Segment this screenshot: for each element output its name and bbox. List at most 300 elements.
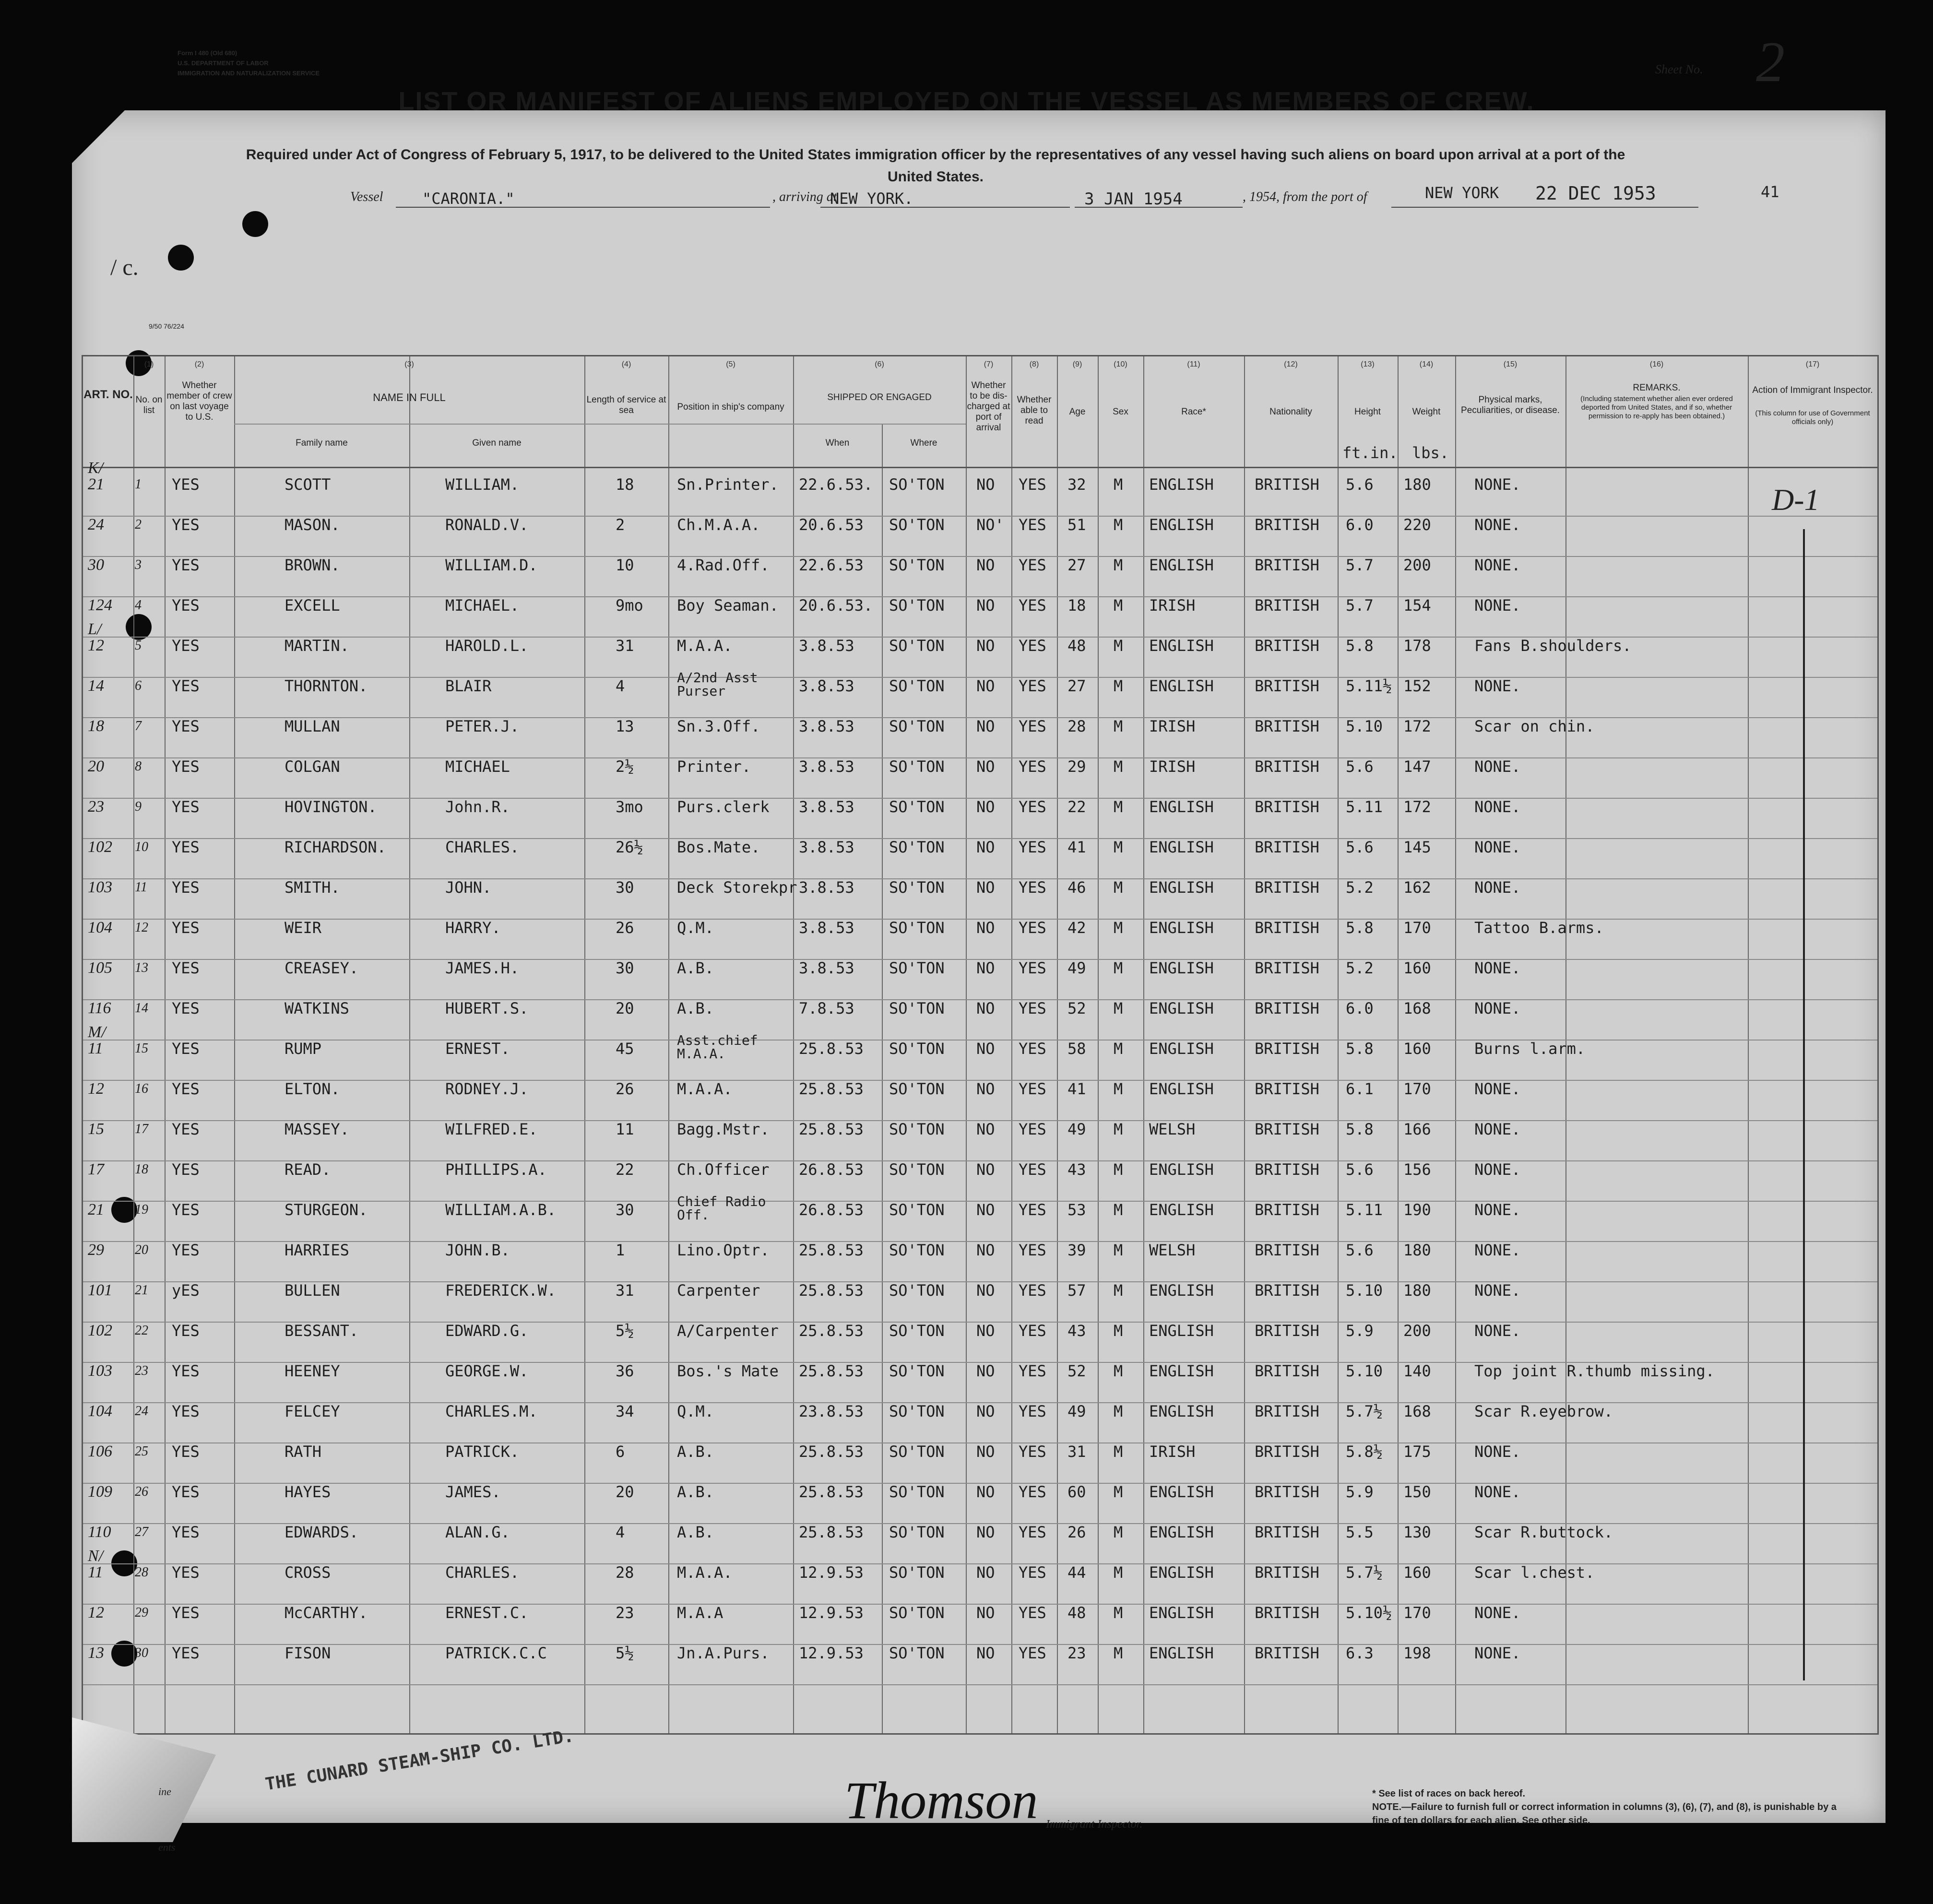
cell-read: YES (1019, 1080, 1046, 1098)
table-row (83, 1242, 1877, 1282)
cell-disch: NO (976, 677, 995, 695)
cell-nat: BRITISH (1255, 999, 1319, 1017)
cell-where: SO'TON (889, 798, 945, 816)
cell-race: ENGLISH (1149, 878, 1214, 897)
cell-art: 23 (88, 798, 104, 816)
table-row (83, 718, 1877, 758)
cell-read: YES (1019, 1604, 1046, 1622)
header-crew-last-voyage: Whether member of crew on last voyage to U.S. (166, 380, 232, 422)
cell-given: ALAN.G. (445, 1523, 510, 1541)
cell-when: 20.6.53. (799, 596, 873, 615)
cell-height: 5.2 (1346, 878, 1374, 897)
cell-given: JAMES. (445, 1483, 501, 1501)
page-subtitle: Required under Act of Congress of February 5, 1917, to be delivered to the United States immigration officer by the representatives of any vessel having such aliens on board upon arrival at a port of the United States. (246, 147, 1625, 185)
cell-nat: BRITISH (1255, 878, 1319, 897)
cell-marks: Scar R.eyebrow. (1474, 1402, 1613, 1420)
cell-read: YES (1019, 1040, 1046, 1058)
cell-race: ENGLISH (1149, 1080, 1214, 1098)
cell-race: IRISH (1149, 596, 1196, 615)
cell-service: 20 (616, 999, 634, 1017)
cell-marks: NONE. (1474, 838, 1521, 856)
cell-service: 30 (616, 1201, 634, 1219)
cell-disch: NO' (976, 516, 1004, 534)
cell-sex: M (1114, 878, 1123, 897)
form-number: Form I 480 (Old 680) (178, 49, 237, 57)
cell-marks: NONE. (1474, 1281, 1521, 1300)
cell-height: 5.6 (1346, 838, 1374, 856)
cell-where: SO'TON (889, 1080, 945, 1098)
footnote (1372, 1787, 1852, 1827)
cell-given: PATRICK.C.C (445, 1644, 547, 1662)
cell-weight: 170 (1403, 1604, 1431, 1622)
cell-read: YES (1019, 838, 1046, 856)
col-num-8: (8) (1029, 360, 1039, 368)
col-num-2: (2) (194, 360, 204, 368)
cell-art: 12 (88, 637, 104, 654)
cell-service: 26 (616, 919, 634, 937)
cell-height: 5.6 (1346, 1160, 1374, 1179)
table-row (83, 960, 1877, 1000)
cell-weight: 160 (1403, 1563, 1431, 1582)
cell-no: 11 (135, 880, 147, 895)
cell-family: MARTIN. (285, 637, 349, 655)
cell-family: HAYES (285, 1483, 331, 1501)
cell-sex: M (1114, 1201, 1123, 1219)
cell-marks: NONE. (1474, 798, 1521, 816)
cell-family: CREASEY. (285, 959, 359, 977)
year-from-label: , 1954, from the port of (1243, 189, 1367, 204)
cell-weight: 180 (1403, 1281, 1431, 1300)
cell-given: CHARLES. (445, 838, 520, 856)
cell-height: 5.11½ (1346, 677, 1392, 695)
cell-where: SO'TON (889, 475, 945, 494)
cell-age: 43 (1067, 1322, 1086, 1340)
table-row (83, 1547, 1877, 1605)
cell-given: RONALD.V. (445, 516, 529, 534)
cell-height: 6.3 (1346, 1644, 1374, 1662)
cell-family: RATH (285, 1443, 322, 1461)
cell-age: 18 (1067, 596, 1086, 615)
cell-where: SO'TON (889, 677, 945, 695)
cell-read: YES (1019, 1563, 1046, 1582)
cell-family: MASSEY. (285, 1120, 349, 1138)
cell-when: 3.8.53 (799, 878, 854, 897)
col-num-6: (6) (875, 360, 884, 368)
cell-position: M.A.A (677, 1604, 723, 1622)
cell-art: 103 (88, 878, 112, 896)
cell-marks: NONE. (1474, 1483, 1521, 1501)
cell-age: 46 (1067, 878, 1086, 897)
cell-age: 53 (1067, 1201, 1086, 1219)
cell-when: 3.8.53 (799, 798, 854, 816)
cell-read: YES (1019, 999, 1046, 1017)
header-shipped-engaged: SHIPPED OR ENGAGED (827, 392, 932, 402)
cell-where: SO'TON (889, 1523, 945, 1541)
cell-when: 26.8.53 (799, 1160, 864, 1179)
from-port: NEW YORK (1425, 184, 1499, 202)
cell-family: FISON (285, 1644, 331, 1662)
cell-service: 45 (616, 1040, 634, 1058)
cell-art: 109 (88, 1483, 112, 1501)
cell-art: 101 (88, 1281, 112, 1299)
cell-when: 25.8.53 (799, 1080, 864, 1098)
header-position: Position in ship's company (677, 402, 784, 412)
cell-service: 10 (616, 556, 634, 574)
cell-weight: 145 (1403, 838, 1431, 856)
cell-read: YES (1019, 516, 1046, 534)
cell-when: 25.8.53 (799, 1322, 864, 1340)
cell-crew: YES (172, 1483, 200, 1501)
cell-marks: Scar on chin. (1474, 717, 1595, 735)
cell-crew: YES (172, 757, 200, 776)
cell-family: MULLAN (285, 717, 340, 735)
cell-read: YES (1019, 1120, 1046, 1138)
cell-when: 25.8.53 (799, 1483, 864, 1501)
cell-nat: BRITISH (1255, 1322, 1319, 1340)
cell-art: 21 (88, 475, 104, 493)
cell-given: HUBERT.S. (445, 999, 529, 1017)
sheet-number: 2 (1756, 30, 1785, 94)
cell-age: 44 (1067, 1563, 1086, 1582)
cell-given: HAROLD.L. (445, 637, 529, 655)
cell-nat: BRITISH (1255, 1362, 1319, 1380)
cell-read: YES (1019, 878, 1046, 897)
cell-read: YES (1019, 1281, 1046, 1300)
cell-disch: NO (976, 1402, 995, 1420)
cell-race: ENGLISH (1149, 1523, 1214, 1541)
cell-service: 18 (616, 475, 634, 494)
cell-sex: M (1114, 1483, 1123, 1501)
arriving-label: , arriving at (772, 189, 837, 204)
inspector-signature: Thomson (844, 1771, 1038, 1830)
cell-sex: M (1114, 1281, 1123, 1300)
cell-sex: M (1114, 475, 1123, 494)
cell-where: SO'TON (889, 878, 945, 897)
cell-read: YES (1019, 637, 1046, 655)
cell-sex: M (1114, 1080, 1123, 1098)
col-num-12: (12) (1284, 360, 1298, 368)
cell-when: 22.6.53 (799, 556, 864, 574)
col-num-16: (16) (1649, 360, 1664, 368)
table-row (83, 620, 1877, 678)
cell-nat: BRITISH (1255, 1040, 1319, 1058)
cell-when: 23.8.53 (799, 1402, 864, 1420)
cell-height: 5.8 (1346, 1040, 1374, 1058)
cell-service: 31 (616, 1281, 634, 1300)
cell-nat: BRITISH (1255, 757, 1319, 776)
cell-race: ENGLISH (1149, 1563, 1214, 1582)
cell-nat: BRITISH (1255, 1644, 1319, 1662)
cell-crew: yES (172, 1281, 200, 1300)
header-sex: Sex (1113, 407, 1128, 417)
cell-service: 5½ (616, 1322, 634, 1340)
cell-service: 26½ (616, 838, 643, 856)
cell-nat: BRITISH (1255, 1483, 1319, 1501)
cell-no: 13 (135, 960, 148, 975)
from-date-stamp: 22 DEC 1953 (1535, 183, 1656, 204)
table-row (83, 1605, 1877, 1645)
cell-marks: NONE. (1474, 1241, 1521, 1259)
table-row (83, 799, 1877, 839)
cell-given: PHILLIPS.A. (445, 1160, 547, 1179)
cell-where: SO'TON (889, 717, 945, 735)
cell-nat: BRITISH (1255, 1402, 1319, 1420)
table-row (83, 1524, 1877, 1564)
cell-weight: 166 (1403, 1120, 1431, 1138)
cell-position: Ch.Officer (677, 1160, 770, 1179)
service-name: IMMIGRATION AND NATURALIZATION SERVICE (178, 70, 320, 77)
cell-no: 29 (135, 1605, 148, 1620)
cell-disch: NO (976, 1523, 995, 1541)
cell-marks: Scar R.buttock. (1474, 1523, 1613, 1541)
cell-height: 5.5 (1346, 1523, 1374, 1541)
cell-sex: M (1114, 1241, 1123, 1259)
cell-family: THORNTON. (285, 677, 368, 695)
cell-art: 104 (88, 919, 112, 936)
cell-no: 1 (135, 477, 142, 492)
cell-disch: NO (976, 757, 995, 776)
corner-fold (72, 110, 125, 163)
cell-disch: NO (976, 1362, 995, 1380)
cell-age: 41 (1067, 838, 1086, 856)
cell-no: 22 (135, 1323, 148, 1338)
cell-weight: 160 (1403, 1040, 1431, 1058)
table-row (83, 1121, 1877, 1161)
cell-weight: 170 (1403, 919, 1431, 937)
cell-position: Q.M. (677, 919, 714, 937)
cell-sex: M (1114, 1443, 1123, 1461)
cell-age: 49 (1067, 1120, 1086, 1138)
cell-height: 6.0 (1346, 516, 1374, 534)
cell-race: ENGLISH (1149, 838, 1214, 856)
cell-service: 22 (616, 1160, 634, 1179)
cell-age: 60 (1067, 1483, 1086, 1501)
left-code: 9/50 76/224 (149, 322, 184, 330)
cell-given: JOHN. (445, 878, 492, 897)
header-art-no: ART. NO. (83, 388, 133, 401)
cell-weight: 168 (1403, 999, 1431, 1017)
cell-position: Sn.3.Off. (677, 717, 760, 735)
cell-position: A.B. (677, 999, 714, 1017)
col-num-11: (11) (1187, 360, 1200, 368)
cell-marks: NONE. (1474, 1201, 1521, 1219)
cell-weight: 190 (1403, 1201, 1431, 1219)
cell-given: EDWARD.G. (445, 1322, 529, 1340)
cell-marks: NONE. (1474, 878, 1521, 897)
cell-when: 25.8.53 (799, 1040, 864, 1058)
cell-read: YES (1019, 1483, 1046, 1501)
cell-family: STURGEON. (285, 1201, 368, 1219)
cell-art: 104 (88, 1402, 112, 1420)
cell-age: 43 (1067, 1160, 1086, 1179)
cell-when: 25.8.53 (799, 1241, 864, 1259)
cell-when: 25.8.53 (799, 1120, 864, 1138)
cell-height: 5.8 (1346, 1120, 1374, 1138)
cell-no: 5 (135, 638, 142, 653)
cell-where: SO'TON (889, 999, 945, 1017)
cell-nat: BRITISH (1255, 1241, 1319, 1259)
cell-weight: 180 (1403, 1241, 1431, 1259)
art-group-prefix: K/ (88, 459, 104, 477)
cell-age: 52 (1067, 999, 1086, 1017)
cell-height: 5.10 (1346, 717, 1383, 735)
table-row (83, 1000, 1877, 1041)
cell-height: 5.8 (1346, 919, 1374, 937)
table-row (83, 1645, 1877, 1685)
cell-position: Printer. (677, 757, 751, 776)
cell-read: YES (1019, 1241, 1046, 1259)
cell-height: 5.6 (1346, 475, 1374, 494)
vessel-label: Vessel (350, 189, 383, 204)
cell-disch: NO (976, 798, 995, 816)
cell-art: 103 (88, 1362, 112, 1380)
cell-when: 25.8.53 (799, 1281, 864, 1300)
cell-weight: 162 (1403, 878, 1431, 897)
art-group-prefix: L/ (88, 620, 102, 638)
cell-disch: NO (976, 475, 995, 494)
cell-weight: 170 (1403, 1080, 1431, 1098)
header-age: Age (1069, 407, 1086, 417)
cell-marks: NONE. (1474, 475, 1521, 494)
cell-marks: NONE. (1474, 1322, 1521, 1340)
cell-family: RICHARDSON. (285, 838, 386, 856)
table-row (83, 1161, 1877, 1202)
cell-race: ENGLISH (1149, 556, 1214, 574)
cell-service: 4 (616, 1523, 625, 1541)
cell-when: 3.8.53 (799, 637, 854, 655)
cell-service: 28 (616, 1563, 634, 1582)
cell-weight: 130 (1403, 1523, 1431, 1541)
cell-position: A.B. (677, 1523, 714, 1541)
cell-nat: BRITISH (1255, 1080, 1319, 1098)
cell-art: 102 (88, 838, 112, 856)
cell-sex: M (1114, 677, 1123, 695)
cell-art: 116 (88, 999, 111, 1017)
cell-position: Chief Radio Off. (677, 1194, 766, 1223)
col-num-14: (14) (1419, 360, 1434, 368)
arrival-date-stamp: 3 JAN 1954 (1084, 189, 1183, 209)
cell-nat: BRITISH (1255, 475, 1319, 494)
cell-where: SO'TON (889, 1322, 945, 1340)
cell-crew: YES (172, 475, 200, 494)
cell-no: 18 (135, 1162, 148, 1177)
cell-crew: YES (172, 1160, 200, 1179)
cell-race: ENGLISH (1149, 1160, 1214, 1179)
cell-service: 5½ (616, 1644, 634, 1662)
cell-given: MICHAEL (445, 757, 510, 776)
header-race: Race* (1181, 407, 1206, 417)
cell-when: 3.8.53 (799, 919, 854, 937)
cell-height: 5.6 (1346, 1241, 1374, 1259)
cell-no: 7 (135, 719, 142, 733)
cell-weight: 172 (1403, 798, 1431, 816)
table-row (83, 1403, 1877, 1443)
cell-age: 27 (1067, 677, 1086, 695)
cell-position: A/2nd Asst Purser (677, 670, 758, 699)
cell-disch: NO (976, 1281, 995, 1300)
footnote-races: * See list of races on back hereof. (1372, 1788, 1526, 1799)
cell-art: 11 (88, 1563, 103, 1581)
cell-age: 23 (1067, 1644, 1086, 1662)
cell-family: RUMP (285, 1040, 322, 1058)
sheet-number-label: Sheet No. (1655, 62, 1703, 76)
action-mark: D-1 (1772, 483, 1820, 517)
cell-where: SO'TON (889, 919, 945, 937)
cell-position: M.A.A. (677, 637, 733, 655)
cell-marks: Top joint R.thumb missing. (1474, 1362, 1715, 1380)
form-identifier (72, 48, 320, 78)
cell-family: WEIR (285, 919, 322, 937)
cell-marks: NONE. (1474, 1120, 1521, 1138)
cell-race: IRISH (1149, 717, 1196, 735)
cell-service: 9mo (616, 596, 643, 615)
cell-no: 21 (135, 1283, 148, 1298)
cell-position: Boy Seaman. (677, 596, 779, 615)
cell-crew: YES (172, 596, 200, 615)
cell-nat: BRITISH (1255, 717, 1319, 735)
cell-service: 2½ (616, 757, 634, 776)
cell-disch: NO (976, 1160, 995, 1179)
cell-crew: YES (172, 717, 200, 735)
col-num-9: (9) (1072, 360, 1082, 368)
cell-disch: NO (976, 1563, 995, 1582)
cell-art: 29 (88, 1241, 104, 1259)
cell-art: 12 (88, 1080, 104, 1098)
cell-no: 12 (135, 920, 148, 935)
header-when: When (825, 438, 850, 448)
table-row (83, 557, 1877, 597)
table-row (83, 839, 1877, 879)
cell-disch: NO (976, 1120, 995, 1138)
header-no-on-list: No. on list (135, 395, 163, 415)
cell-nat: BRITISH (1255, 1160, 1319, 1179)
cell-weight: 152 (1403, 677, 1431, 695)
cell-sex: M (1114, 637, 1123, 655)
weight-unit: lbs. (1412, 444, 1449, 462)
cell-marks: NONE. (1474, 596, 1521, 615)
table-row (83, 517, 1877, 557)
height-unit: ft.in. (1342, 444, 1398, 462)
cell-where: SO'TON (889, 1644, 945, 1662)
cell-weight: 198 (1403, 1644, 1431, 1662)
cell-art: 106 (88, 1443, 112, 1460)
cell-service: 26 (616, 1080, 634, 1098)
cell-service: 31 (616, 637, 634, 655)
stamp-code: / c. (110, 255, 139, 280)
col-num-17: (17) (1805, 360, 1820, 368)
cell-nat: BRITISH (1255, 1523, 1319, 1541)
cell-race: ENGLISH (1149, 475, 1214, 494)
cell-crew: YES (172, 556, 200, 574)
cell-marks: NONE. (1474, 516, 1521, 534)
cell-art: 102 (88, 1322, 112, 1339)
cell-service: 1 (616, 1241, 625, 1259)
cell-marks: Tattoo B.arms. (1474, 919, 1604, 937)
header-family-name: Family name (296, 438, 348, 448)
cell-no: 4 (135, 598, 142, 613)
cell-disch: NO (976, 1443, 995, 1461)
cell-sex: M (1114, 717, 1123, 735)
cell-given: John.R. (445, 798, 510, 816)
cell-no: 8 (135, 759, 142, 774)
header-name-in-full: NAME IN FULL (373, 391, 446, 403)
vessel-name: "CARONIA." (422, 189, 515, 208)
cell-art: 12 (88, 1604, 104, 1621)
cell-weight: 168 (1403, 1402, 1431, 1420)
cell-read: YES (1019, 919, 1046, 937)
cell-race: ENGLISH (1149, 1483, 1214, 1501)
cell-service: 30 (616, 878, 634, 897)
